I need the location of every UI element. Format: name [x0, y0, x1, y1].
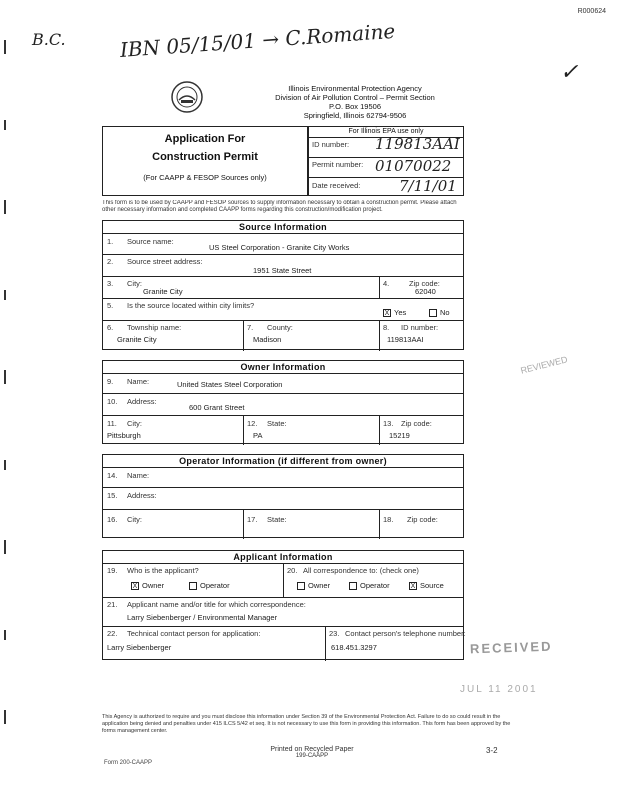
agency-header	[250, 84, 460, 120]
agency-name: Illinois Environmental Protection Agency	[288, 84, 422, 93]
handwritten-note: IBN 05/15/01 → C.Romaine	[119, 18, 396, 62]
form-subtitle: (For CAAPP & FESOP Sources only)	[143, 173, 267, 182]
field-number: 10.	[107, 397, 118, 406]
corr-source-checkbox[interactable]: X	[410, 583, 416, 591]
permit-number-value[interactable]: 01070022	[375, 157, 452, 175]
owner-city-value[interactable]: Pittsburgh	[107, 431, 141, 440]
field-number: 16.	[107, 515, 118, 524]
tech-contact-label: Technical contact person for application:	[127, 629, 261, 638]
field-number: 4.	[383, 279, 390, 288]
footer-fine-print: This Agency is authorized to require and you must disclose this information under Section 39 of the Environmental Protection Act. Failure to do so could result in the application being denied and penalties under 415 ILCS 5/42 et seq. It is not necessary to use this form in providing this information. This form has been approved by the forms management center.	[102, 714, 511, 734]
applicant-owner-option[interactable]: X Owner	[132, 581, 165, 591]
field-number: 1.	[107, 237, 114, 246]
applicant-name-value[interactable]: Larry Siebenberger / Environmental Manager	[127, 613, 278, 622]
form-title-box	[102, 126, 308, 196]
owner-state-value[interactable]: PA	[253, 431, 263, 440]
field-number: 23.	[329, 629, 340, 638]
contact-phone-value[interactable]: 618.451.3297	[331, 643, 377, 652]
margin-mark	[4, 120, 6, 130]
form-title: Application For	[164, 133, 246, 145]
margin-mark	[4, 710, 6, 724]
field-number: 21.	[107, 600, 118, 609]
source-id-value[interactable]: 119813AAI	[387, 335, 424, 344]
source-section-title: Source Information	[239, 222, 327, 232]
field-number: 5.	[107, 301, 114, 310]
owner-zip-value[interactable]: 15219	[389, 431, 410, 440]
date-received-value[interactable]: 7/11/01	[399, 177, 457, 195]
date-received-label: Date received:	[312, 181, 361, 190]
owner-zip-label: Zip code:	[401, 419, 432, 428]
source-zip-label: Zip code:	[409, 279, 440, 288]
field-number: 9.	[107, 377, 114, 386]
operator-address-label: Address:	[127, 491, 157, 500]
page-number: 3-2	[486, 746, 498, 755]
operator-name-label: Name:	[127, 471, 150, 480]
agency-city: Springfield, Illinois 62794-9506	[303, 111, 407, 120]
corr-operator-option[interactable]: Operator	[349, 581, 390, 590]
correspondence-label: All correspondence to: (check one)	[303, 566, 419, 575]
source-city-value[interactable]: Granite City	[143, 287, 183, 296]
corr-source-option[interactable]: X Source	[410, 581, 444, 591]
source-name-label: Source name:	[127, 237, 174, 246]
recycled-paper-note: Printed on Recycled Paper 199-CAAPP	[270, 746, 354, 759]
side-stamp: REVIEWED	[519, 354, 569, 376]
city-limits-no[interactable]: No	[429, 308, 450, 317]
agency-seal-icon	[170, 80, 204, 114]
margin-mark	[4, 40, 6, 54]
field-number: 3.	[107, 279, 114, 288]
id-number-value[interactable]: 119813AAI	[375, 135, 460, 153]
margin-mark	[4, 370, 6, 384]
city-limits-label: Is the source located within city limits?	[127, 301, 255, 310]
county-value[interactable]: Madison	[253, 335, 282, 344]
owner-section	[102, 360, 464, 444]
source-address-value[interactable]: 1951 State Street	[253, 266, 312, 275]
operator-section-title: Operator Information (if different from owner)	[179, 456, 387, 466]
tech-contact-value[interactable]: Larry Siebenberger	[107, 643, 172, 652]
source-id-label: ID number:	[401, 323, 439, 332]
stamp-date: JUL 11 2001	[460, 684, 538, 695]
owner-name-label: Name:	[127, 377, 150, 386]
no-checkbox[interactable]	[429, 309, 437, 317]
instructions-text: This form is to be used by CAAPP and FESOP sources to supply information necessary to obtain a construction permit. Please attach other necessary information and completed CAAPP forms regarding this construction/modification project.	[102, 200, 457, 213]
margin-mark	[4, 200, 6, 214]
source-zip-value[interactable]: 62040	[415, 287, 436, 296]
owner-address-value[interactable]: 600 Grant Street	[189, 403, 245, 412]
field-number: 12.	[247, 419, 258, 428]
doc-number: R000624	[577, 8, 606, 15]
field-number: 19.	[107, 566, 118, 575]
township-value[interactable]: Granite City	[117, 335, 157, 344]
contact-phone-label: Contact person's telephone number:	[345, 629, 466, 638]
checkmark-annotation: ✓	[560, 60, 579, 85]
city-limits-yes[interactable]: X Yes	[384, 308, 407, 318]
margin-mark	[4, 540, 6, 554]
agency-pobox: P.O. Box 19506	[329, 102, 381, 111]
id-number-label: ID number:	[312, 140, 350, 149]
margin-mark	[4, 460, 6, 470]
field-number: 13.	[383, 419, 394, 428]
field-number: 17.	[247, 515, 258, 524]
owner-state-label: State:	[267, 419, 287, 428]
permit-number-label: Permit number:	[312, 160, 364, 169]
corr-owner-checkbox[interactable]	[297, 582, 305, 590]
margin-mark	[4, 630, 6, 640]
field-number: 15.	[107, 491, 118, 500]
yes-checkbox[interactable]: X	[384, 310, 390, 318]
margin-mark	[4, 290, 6, 300]
field-number: 6.	[107, 323, 114, 332]
owner-section-title: Owner Information	[240, 362, 326, 372]
received-stamp: RECEIVED	[469, 638, 553, 657]
operator-section	[102, 454, 464, 538]
operator-zip-label: Zip code:	[407, 515, 438, 524]
source-section	[102, 220, 464, 350]
field-number: 7.	[247, 323, 254, 332]
field-number: 22.	[107, 629, 118, 638]
form-code: Form 200-CAAPP	[104, 760, 153, 766]
applicant-who-label: Who is the applicant?	[127, 566, 199, 575]
epa-use-header: For Illinois EPA use only	[348, 128, 424, 135]
operator-city-label: City:	[127, 515, 142, 524]
corr-operator-checkbox[interactable]	[349, 582, 357, 590]
field-number: 20.	[287, 566, 298, 575]
agency-division: Division of Air Pollution Control – Permit Section	[275, 93, 435, 102]
applicant-name-label: Applicant name and/or title for which correspondence:	[127, 600, 306, 609]
applicant-owner-checkbox[interactable]: X	[132, 583, 138, 591]
operator-state-label: State:	[267, 515, 287, 524]
applicant-operator-checkbox[interactable]	[189, 582, 197, 590]
owner-address-label: Address:	[127, 397, 157, 406]
applicant-section-title: Applicant Information	[233, 552, 333, 562]
applicant-section	[102, 550, 464, 660]
source-city-label: City:	[127, 279, 142, 288]
field-number: 8.	[383, 323, 390, 332]
field-number: 18.	[383, 515, 394, 524]
source-name-value[interactable]: US Steel Corporation - Granite City Works	[209, 243, 350, 252]
epa-use-box	[308, 126, 464, 196]
county-label: County:	[267, 323, 293, 332]
form-title-2: Construction Permit	[152, 151, 258, 163]
field-number: 14.	[107, 471, 118, 480]
source-address-label: Source street address:	[127, 257, 203, 266]
owner-name-value[interactable]: United States Steel Corporation	[177, 380, 283, 389]
handwritten-initials: B.C.	[32, 30, 66, 49]
owner-city-label: City:	[127, 419, 142, 428]
field-number: 11.	[107, 419, 117, 428]
township-label: Township name:	[127, 323, 182, 332]
corr-owner-option[interactable]: Owner	[297, 581, 330, 590]
field-number: 2.	[107, 257, 114, 266]
applicant-operator-option[interactable]: Operator	[189, 581, 230, 590]
